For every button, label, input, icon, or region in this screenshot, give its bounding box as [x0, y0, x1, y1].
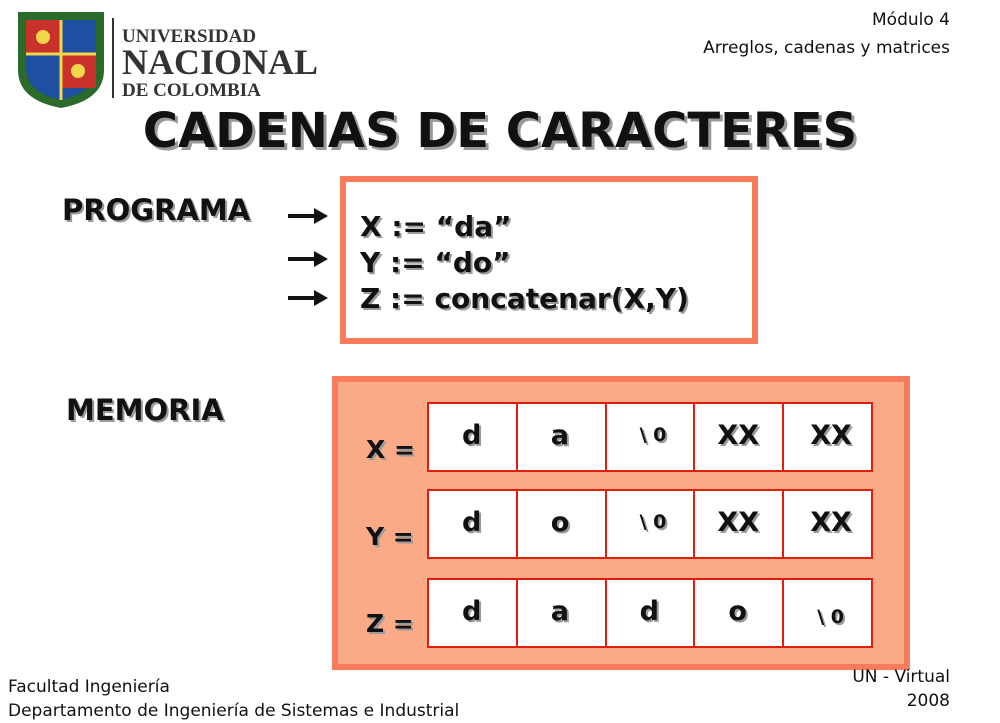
memory-cell: [429, 491, 516, 557]
cell-value: d: [462, 596, 482, 627]
memory-row-y: [427, 489, 873, 559]
memory-row-z: [427, 578, 873, 648]
memory-label: MEMORIA: [66, 393, 224, 427]
cell-value: \ 0: [639, 424, 667, 446]
cell-value: XX: [717, 420, 760, 451]
slide-title: CADENAS DE CARACTERES: [142, 103, 858, 159]
cell-value: XX: [810, 507, 852, 538]
memory-cell: [782, 580, 871, 646]
footer-left: [8, 675, 459, 723]
header-info: [703, 6, 950, 62]
program-box: [340, 176, 758, 344]
var-label-y: Y =: [366, 522, 414, 551]
memory-row-x: [427, 402, 873, 472]
cell-value: o: [728, 596, 747, 627]
memory-cell: [516, 491, 605, 557]
cell-value: XX: [810, 420, 852, 451]
memory-cell: [516, 580, 605, 646]
memory-cell: [605, 404, 694, 470]
var-label-x: X =: [366, 435, 415, 464]
arrow-right-icon: [288, 251, 328, 267]
logo-line-3: DE COLOMBIA: [122, 80, 261, 101]
cell-value: d: [462, 507, 482, 538]
cell-value: d: [639, 596, 659, 627]
cell-value: XX: [717, 507, 760, 538]
cell-value: \ 0: [817, 606, 844, 628]
memory-cell: [782, 491, 871, 557]
code-line-y: Y := “do”: [360, 246, 511, 279]
department-label: Departamento de Ingeniería de Sistemas e Industrial: [8, 701, 460, 721]
memory-cell: [605, 580, 694, 646]
cell-value: d: [462, 420, 482, 451]
faculty-label: Facultad Ingeniería: [8, 677, 170, 697]
memory-box: [332, 376, 910, 670]
memory-cell: [693, 404, 782, 470]
program-label: PROGRAMA: [62, 193, 251, 227]
memory-cell: [693, 580, 782, 646]
un-virtual-label: UN - Virtual: [852, 667, 950, 687]
memory-cell: [429, 580, 516, 646]
memory-cell: [516, 404, 605, 470]
arrow-right-icon: [288, 208, 328, 224]
cell-value: a: [550, 596, 570, 627]
logo-line-1: UNIVERSIDAD: [122, 26, 257, 47]
memory-cell: [605, 491, 694, 557]
memory-cell: [782, 404, 871, 470]
code-line-x: X := “da”: [360, 210, 512, 243]
university-logo: [8, 4, 319, 112]
cell-value: a: [550, 420, 570, 451]
year-label: 2008: [906, 691, 950, 711]
code-line-z: Z := concatenar(X,Y): [360, 282, 689, 315]
logo-line-2: NACIONAL: [122, 42, 319, 82]
topic-label: Arreglos, cadenas y matrices: [703, 38, 950, 58]
cell-value: \ 0: [639, 511, 667, 533]
memory-cell: [693, 491, 782, 557]
module-label: Módulo 4: [872, 10, 950, 30]
var-label-z: Z =: [366, 609, 414, 638]
footer-right: [852, 665, 950, 713]
memory-cell: [429, 404, 516, 470]
shield-icon: [8, 4, 319, 112]
cell-value: o: [550, 507, 570, 538]
arrow-right-icon: [288, 290, 328, 306]
